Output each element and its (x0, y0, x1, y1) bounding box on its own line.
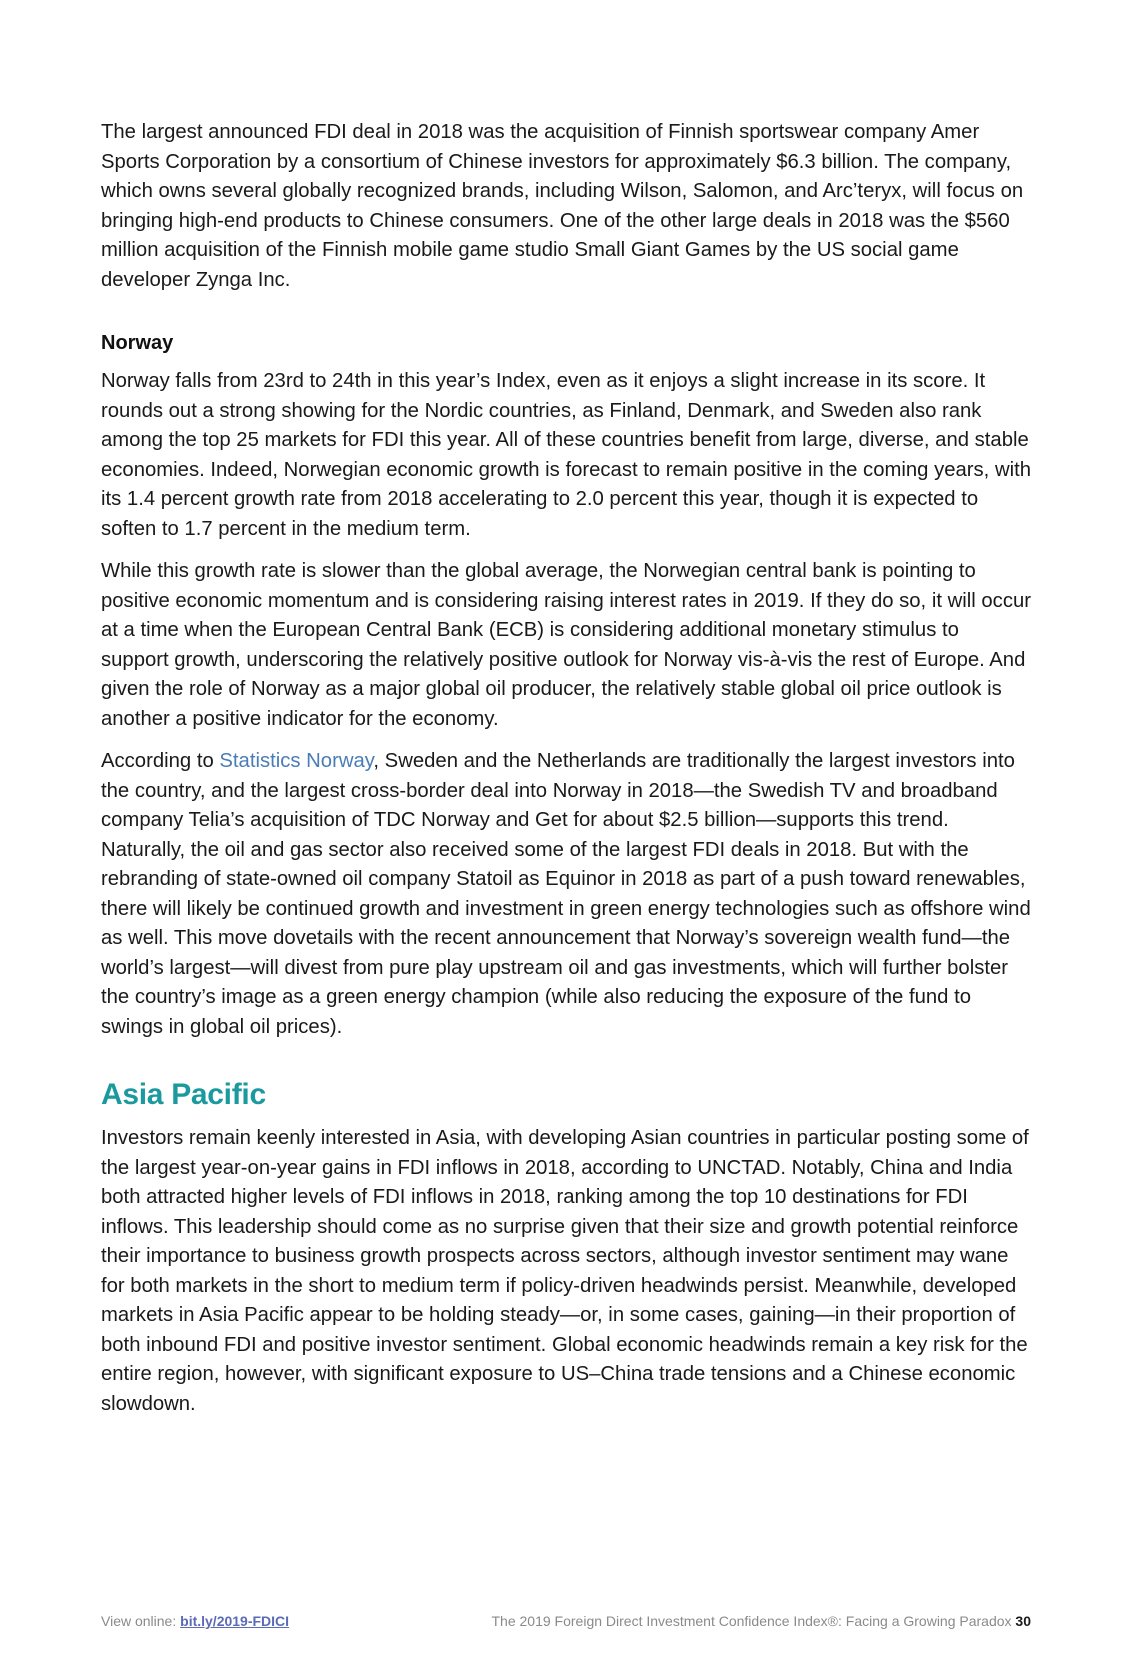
norway-p3-rest: , Sweden and the Netherlands are traditionally the largest investors into the country, and the largest cross-border deal into Norway in 2018—the Swedish TV and broadband company Telia’s acquisition of TDC Norway and Get for about $2.5 billion—supports this trend. Naturally, the oil and gas sector also received some of the largest FDI deals in 2018. But with the rebranding of state-owned oil company Statoil as Equinor in 2018 as part of a push toward renewables, there will likely be continued growth and investment in green energy technologies such as offshore wind as well. This move dovetails with the recent announcement that Norway’s sovereign wealth fund—the world’s largest—will divest from pure play upstream oil and gas investments, which will further bolster the country’s image as a green energy champion (while also reducing the exposure of the fund to swings in global oil prices). (101, 750, 1031, 1038)
report-title: The 2019 Foreign Direct Investment Confidence Index®: Facing a Growing Paradox (491, 1613, 1016, 1629)
norway-heading: Norway (101, 332, 174, 354)
page-content (101, 118, 1031, 1432)
norway-paragraph-1: Norway falls from 23rd to 24th in this year’s Index, even as it enjoys a slight increase in its score. It rounds out a strong showing for the Nordic countries, as Finland, Denmark, and Sweden also rank among the top 25 markets for FDI this year. All of these countries benefit from large, diverse, and stable economies. Indeed, Norwegian economic growth is forecast to remain positive in the coming years, with its 1.4 percent growth rate from 2018 accelerating to 2.0 percent this year, though it is expected to soften to 1.7 percent in the medium term. (101, 370, 1032, 540)
intro-paragraph: The largest announced FDI deal in 2018 was the acquisition of Finnish sportswear company Amer Sports Corporation by a consortium of Chinese investors for approximately $6.3 billion. The company, which owns several globally recognized brands, including Wilson, Salomon, and Arc’teryx, will focus on bringing high-end products to Chinese consumers. One of the other large deals in 2018 was the $560 million acquisition of the Finnish mobile game studio Small Giant Games by the US social game developer Zynga Inc. (101, 121, 1024, 291)
view-online-label: View online: (101, 1613, 181, 1629)
statistics-norway-link[interactable]: Statistics Norway (219, 750, 374, 772)
page-number: 30 (1015, 1613, 1031, 1629)
norway-paragraph-3 (101, 747, 1031, 1042)
footer-view-online (101, 1613, 289, 1629)
norway-p3-prefix: According to (101, 750, 220, 772)
asia-pacific-paragraph: Investors remain keenly interested in Asia, with developing Asian countries in particular posting some of the largest year-on-year gains in FDI inflows in 2018, according to UNCTAD. Notably, China and India both attracted higher levels of FDI inflows in 2018, ranking among the top 10 destinations for FDI inflows. This leadership should come as no surprise given that their size and growth potential reinforce their importance to business growth prospects across sectors, although investor sentiment may wane for both markets in the short to medium term if policy-driven headwinds persist. Meanwhile, developed markets in Asia Pacific appear to be holding steady—or, in some cases, gaining—in their proportion of both inbound FDI and positive investor sentiment. Global economic headwinds remain a key risk for the entire region, however, with significant exposure to US–China trade tensions and a Chinese economic slowdown. (101, 1127, 1029, 1415)
view-online-link[interactable]: bit.ly/2019-FDICI (180, 1613, 290, 1629)
asia-pacific-heading: Asia Pacific (101, 1078, 266, 1111)
norway-paragraph-2: While this growth rate is slower than the global average, the Norwegian central bank is pointing to positive economic momentum and is considering raising interest rates in 2019. If they do so, it will occur at a time when the European Central Bank (ECB) is considering additional monetary stimulus to support growth, underscoring the relatively positive outlook for Norway vis-à-vis the rest of Europe. And given the role of Norway as a major global oil producer, the relatively stable global oil price outlook is another a positive indicator for the economy. (101, 560, 1031, 730)
footer-report-title (492, 1613, 1032, 1629)
